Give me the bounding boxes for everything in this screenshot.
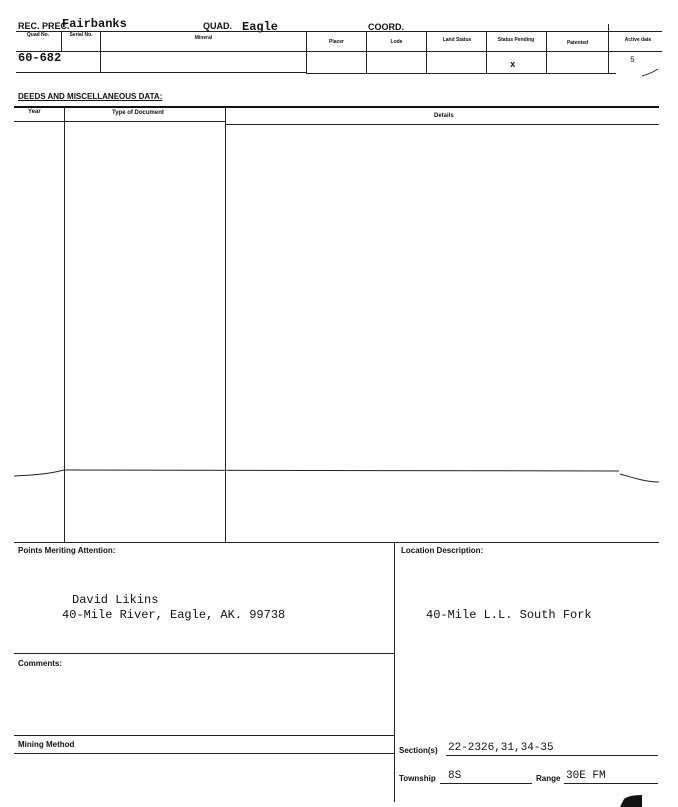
location-value: 40-Mile L.L. South Fork xyxy=(426,608,592,622)
points-name: David Likins xyxy=(72,593,159,607)
fold-line xyxy=(14,462,664,492)
col-patented: Patented xyxy=(566,40,589,46)
col-placer: Placer xyxy=(328,39,344,45)
col-year: Year xyxy=(28,109,41,115)
col-sep-placer xyxy=(306,31,307,73)
rec-prec-value: Fairbanks xyxy=(62,17,127,31)
bottom-top-rule xyxy=(14,542,659,543)
col-status-pending: Status Pending xyxy=(497,37,535,43)
township-rule xyxy=(440,783,532,784)
section-value: 22-2326,31,34-35 xyxy=(448,742,554,754)
col-quad-no: Quad No. xyxy=(26,32,50,38)
col-active-date: Active date xyxy=(624,37,652,43)
deeds-title: DEEDS AND MISCELLANEOUS DATA: xyxy=(18,92,163,101)
pen-stroke-mark xyxy=(640,68,660,78)
col-sep-patented xyxy=(546,31,547,73)
header-mid-rule xyxy=(16,51,662,52)
col-lode: Lode xyxy=(390,39,403,45)
mining-sub-rule xyxy=(14,753,394,754)
comments-label: Comments: xyxy=(18,659,63,668)
quad-value: Eagle xyxy=(242,20,279,34)
col-mineral: Mineral xyxy=(194,35,213,41)
township-value: 8S xyxy=(448,770,462,782)
comments-rule xyxy=(14,653,394,654)
header-top-rule xyxy=(16,31,662,32)
status-pending-mark: x xyxy=(510,60,516,70)
mining-method-label: Mining Method xyxy=(18,740,75,749)
deeds-header-rule-left xyxy=(14,121,226,122)
quad-label: QUAD. xyxy=(203,21,232,31)
range-label: Range xyxy=(536,774,561,783)
col-land-status: Land Status xyxy=(442,37,472,43)
deeds-header-rule-right xyxy=(226,124,659,125)
col-sep-active xyxy=(608,24,609,73)
deeds-top-rule xyxy=(14,106,659,108)
col-sep-pending xyxy=(486,31,487,73)
corner-blot xyxy=(616,794,642,807)
quad-serial-value: 60-682 xyxy=(18,51,62,65)
mining-rule xyxy=(14,735,394,736)
points-label: Points Meriting Attention: xyxy=(18,546,116,555)
col-type-of-document: Type of Document xyxy=(112,110,164,116)
active-date-value: 5 xyxy=(630,56,635,65)
bottom-center-divider xyxy=(394,542,395,802)
col-sep-land xyxy=(426,31,427,73)
section-label: Section(s) xyxy=(399,746,438,755)
col-details: Details xyxy=(434,113,454,119)
township-label: Township xyxy=(399,774,436,783)
col-sep-lode xyxy=(366,31,367,73)
points-address: 40-Mile River, Eagle, AK. 99738 xyxy=(62,608,286,622)
rec-prec-label: REC. PREC. xyxy=(18,21,70,31)
range-value: 30E FM xyxy=(566,770,606,782)
coord-label: COORD. xyxy=(368,22,404,32)
col-serial-no: Serial No. xyxy=(69,32,93,38)
section-rule xyxy=(446,755,658,756)
location-label: Location Description: xyxy=(401,546,484,555)
header-bottom-rule-left xyxy=(16,72,306,73)
header-bottom-rule-right xyxy=(306,73,616,74)
range-rule xyxy=(564,783,658,784)
